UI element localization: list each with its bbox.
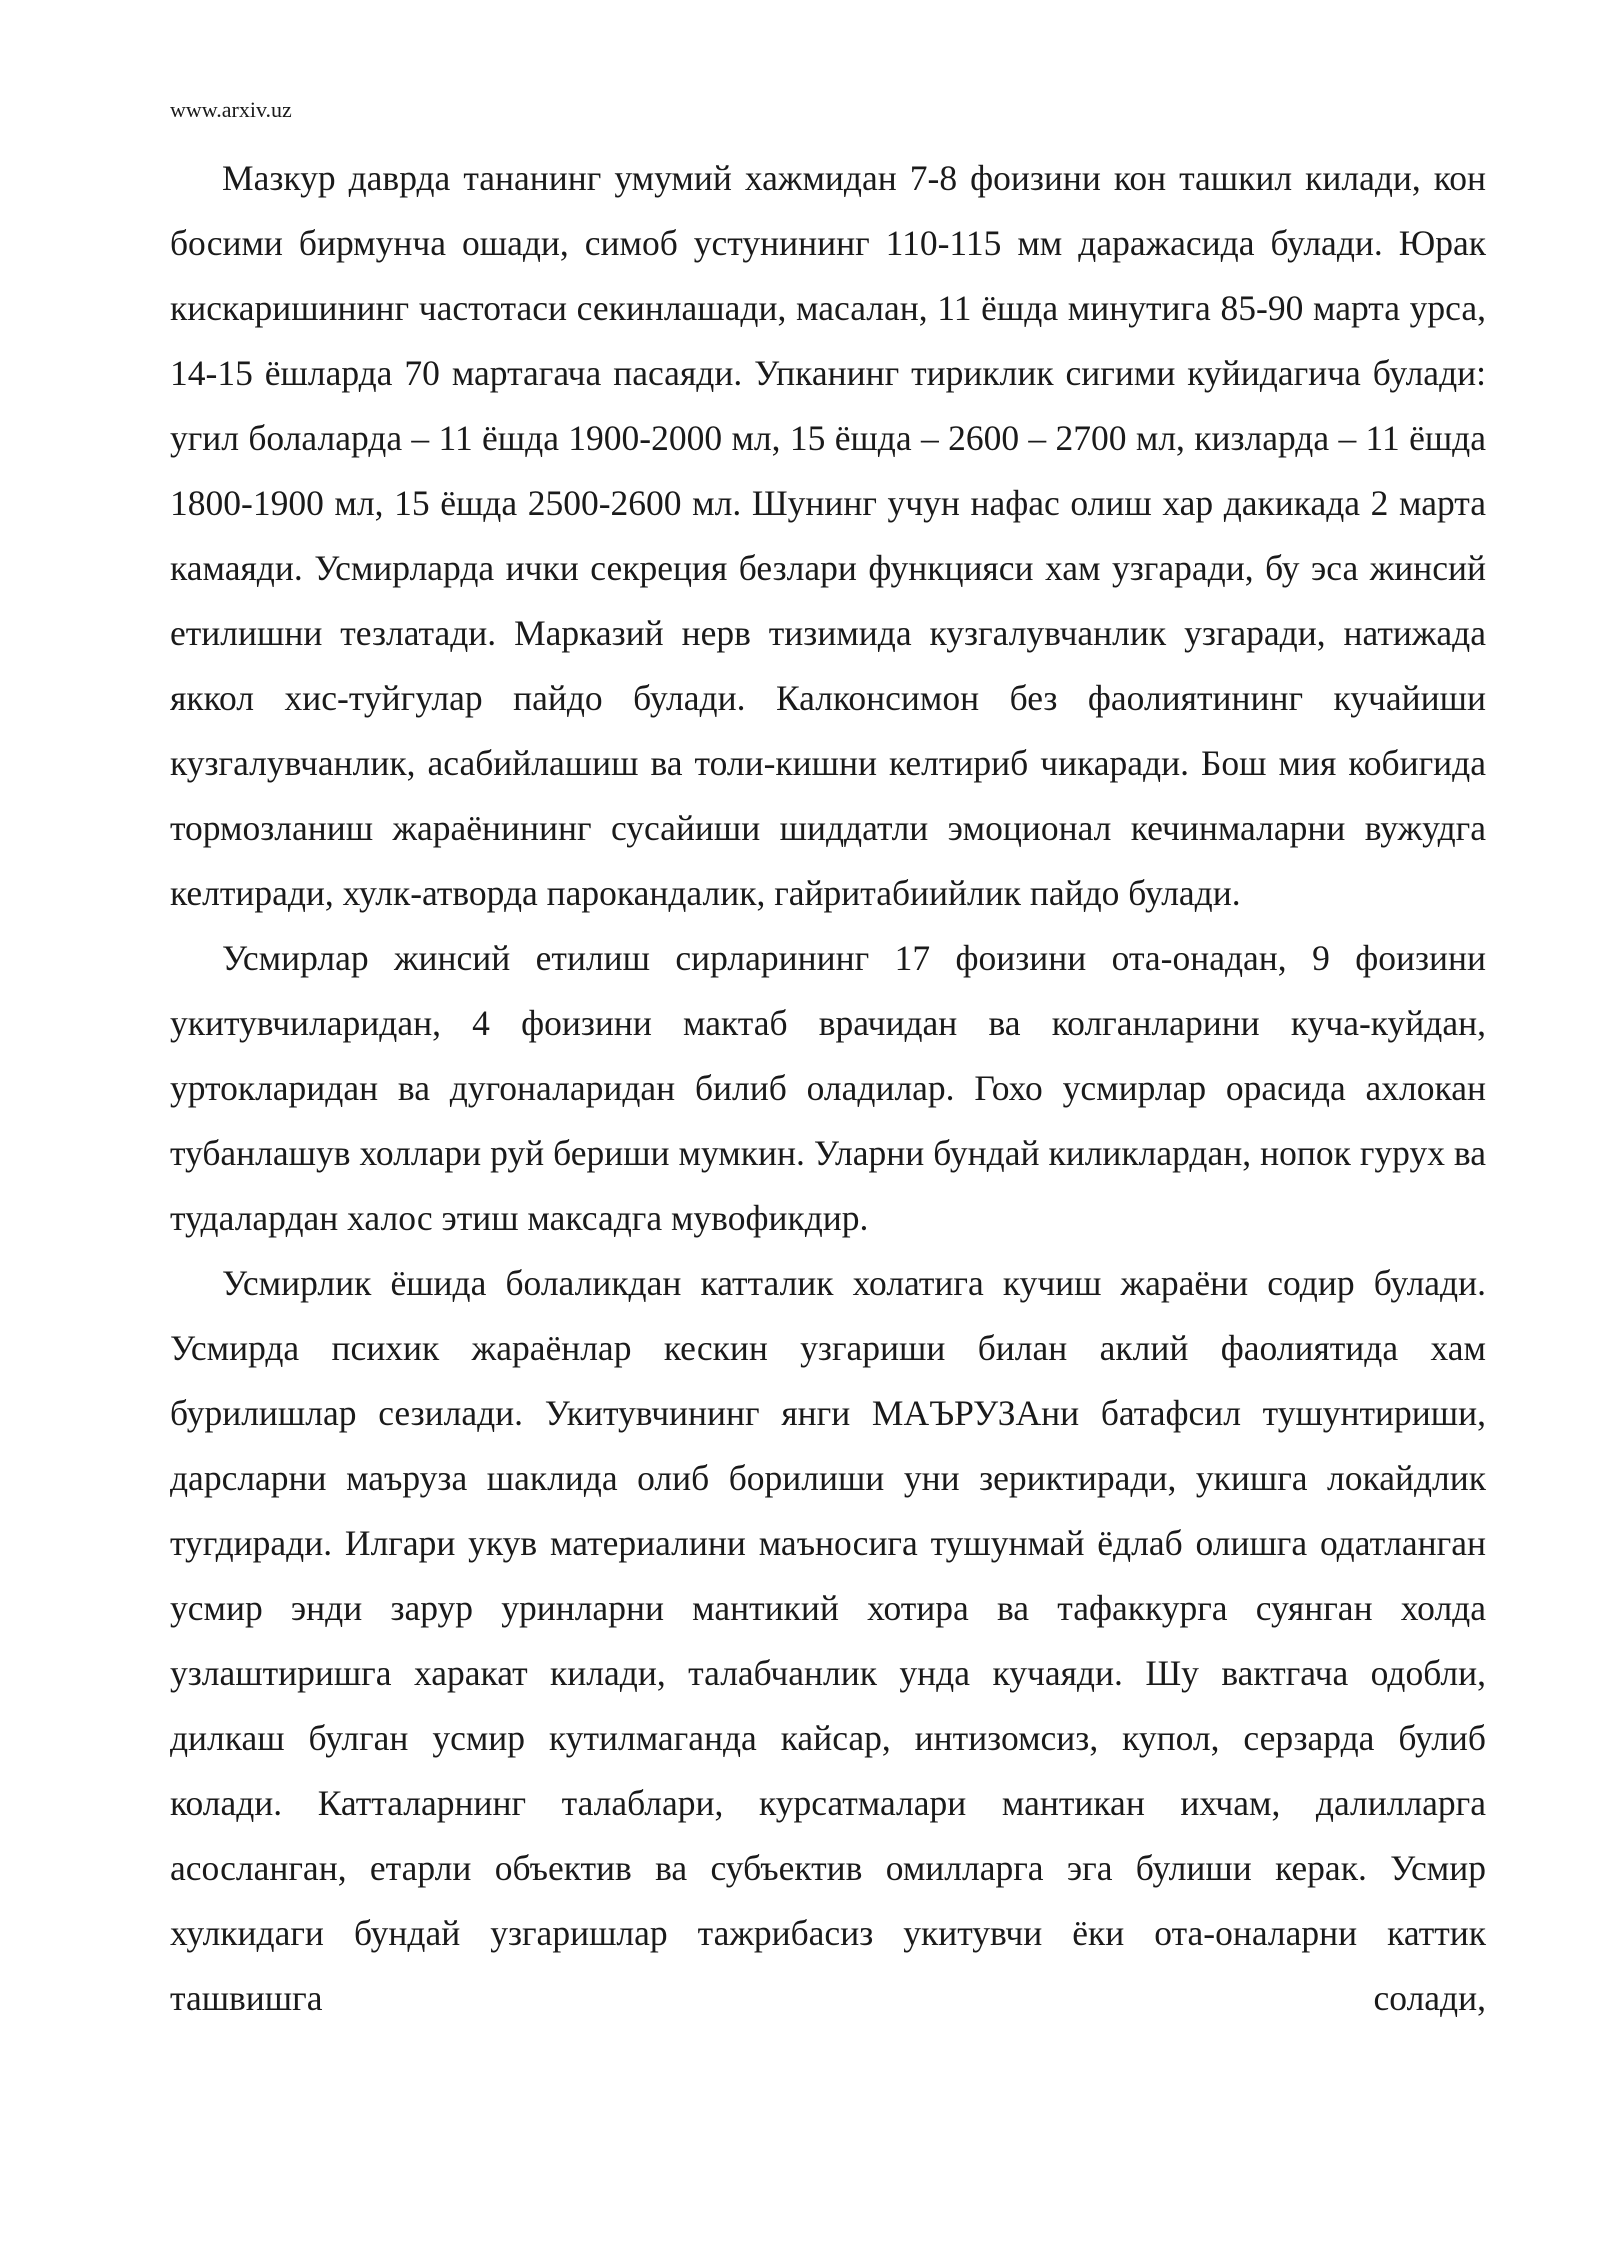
header-url: www.arxiv.uz (170, 97, 292, 122)
paragraph-3: Усмирлик ёшида болаликдан катталик холатига кучиш жараёни содир булади. Усмирда психик жараёнлар кескин узгариши билан аклий фаолиятида хам бурилишлар сезилади. Укитувчининг янги МАЪРУЗАни батафсил тушунтириши, дарсларни маъруза шаклида олиб борилиши уни зериктиради, укишга локайдлик тугдиради. Илгари укув материалини маъносига тушунмай ёдлаб олишга одатланган усмир энди зарур уринларни мантикий хотира ва тафаккурга суянган холда узлаштиришга харакат килади, талабчанлик унда кучаяди. Шу вактгача одобли, дилкаш булган усмир кутилмаганда кайсар, интизомсиз, купол, серзарда булиб колади. Катталарнинг талаблари, курсатмалари мантикан ихчам, далилларга асосланган, етарли объектив ва субъектив омилларга эга булиши керак. Усмир хулкидаги бундай узгаришлар тажрибасиз укитувчи ёки ота-оналарни каттик ташвишга солади, (170, 1263, 1486, 2018)
paragraph-1: Мазкур даврда тананинг умумий хажмидан 7-8 фоизини кон ташкил килади, кон босими бирмунча ошади, симоб устунининг 110-115 мм даражасида булади. Юрак кискаришининг частотаси секинлашади, масалан, 11 ёшда минутига 85-90 марта урса, 14-15 ёшларда 70 мартагача пасаяди. Упканинг тириклик сигими куйидагича булади: угил болаларда – 11 ёшда 1900-2000 мл, 15 ёшда – 2600 – 2700 мл, кизларда – 11 ёшда 1800-1900 мл, 15 ёшда 2500-2600 мл. Шунинг учун нафас олиш хар дакикада 2 марта камаяди. Усмирларда ички секреция безлари функцияси хам узгаради, бу эса жинсий етилишни тезлатади. Марказий нерв тизимида кузгалувчанлик узгаради, натижада яккол хис-туйгулар пайдо булади. Калконсимон без фаолиятининг кучайиши кузгалувчанлик, асабийлашиш ва толи-кишни келтириб чикаради. Бош мия кобигида тормозланиш жараёнининг сусайиши шиддатли эмоционал кечинмаларни вужудга келтиради, хулк-атворда парокандалик, гайритабиийлик пайдо булади. (170, 158, 1486, 913)
paragraph-2: Усмирлар жинсий етилиш сирларининг 17 фоизини ота-онадан, 9 фоизини укитувчиларидан, 4 фоизини мактаб врачидан ва колганларини куча-куйдан, уртокларидан ва дугоналаридан билиб оладилар. Гохо усмирлар орасида ахлокан тубанлашув холлари руй бериши мумкин. Уларни бундай киликлардан, нопок гурух ва тудалардан халос этиш максадга мувофикдир. (170, 938, 1486, 1238)
document-body (170, 146, 1486, 2031)
